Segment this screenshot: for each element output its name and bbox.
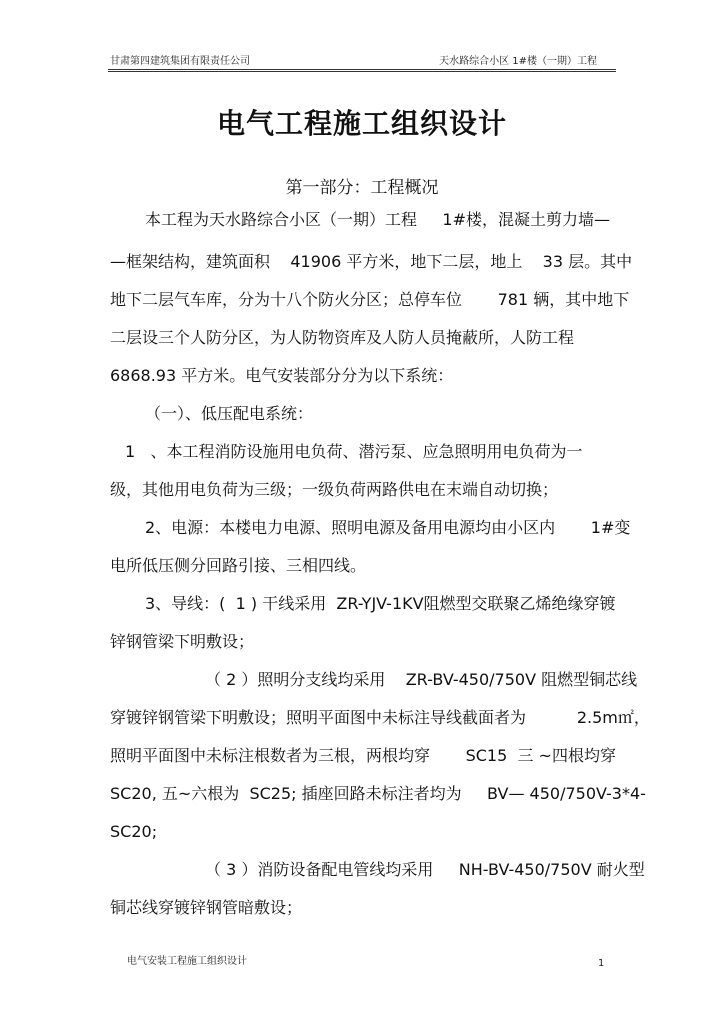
subsection-heading: （一）、低压配电系统： (145, 404, 314, 423)
body-line: （ 2 ）照明分支线均采用 ZR-BV-450/750V 阻燃型铜芯线 (205, 670, 638, 689)
header-rule-bottom (108, 71, 616, 72)
header-rule-top (108, 69, 616, 70)
body-line: 电所低压侧分回路引接、三相四线。 (110, 556, 367, 575)
section-heading: 第一部分：工程概况 (285, 178, 439, 198)
body-line: 穿镀锌钢管梁下明敷设；照明平面图中未标注导线截面者为 2.5m㎡， (110, 708, 650, 727)
body-line: 6868.93 平方米。电气安装部分分为以下系统： (110, 366, 454, 385)
body-line: SC20, 五~六根为 SC25; 插座回路未标注者均为 BV— 450/750V-3*4- (110, 784, 646, 803)
footer-doc-name: 电气安装工程施工组织设计 (127, 956, 247, 967)
page-title: 电气工程施工组织设计 (216, 107, 507, 140)
header-company: 甘肃第四建筑集团有限责任公司 (110, 56, 250, 67)
page-number: 1 (598, 958, 605, 969)
body-line: 2、电源：本楼电力电源、照明电源及备用电源均由小区内 1#变 (145, 518, 631, 537)
body-line: （ 3 ）消防设备配电管线均采用 NH-BV-450/750V 耐火型 (205, 860, 645, 879)
body-line: 铜芯线穿镀锌钢管暗敷设； (110, 898, 303, 917)
body-line: 二层设三个人防分区，为人防物资库及人防人员掩蔽所，人防工程 (110, 328, 575, 347)
body-line: 地下二层气车库，分为十八个防火分区；总停车位 781 辆，其中地下 (110, 290, 630, 309)
body-line: 1 、本工程消防设施用电负荷、潜污泵、应急照明用电负荷为一 (125, 442, 583, 461)
body-line: 照明平面图中未标注根数者为三根，两根均穿 SC15 三 ~四根均穿 (110, 746, 616, 765)
body-line: 本工程为天水路综合小区（一期）工程 1#楼，混凝土剪力墙— (145, 210, 611, 229)
header-project: 天水路综合小区 1#楼（一期）工程 (439, 56, 597, 67)
body-line: 3、导线：( 1 ) 干线采用 ZR-YJV-1KV阻燃型交联聚乙烯绝缘穿镀 (145, 594, 616, 613)
body-line: SC20; (110, 822, 158, 841)
body-line: —框架结构，建筑面积 41906 平方米，地下二层，地上 33 层。其中 (110, 252, 633, 271)
body-line: 锌钢管梁下明敷设； (110, 632, 255, 651)
body-line: 级，其他用电负荷为三级；一级负荷两路供电在末端自动切换； (110, 480, 559, 499)
